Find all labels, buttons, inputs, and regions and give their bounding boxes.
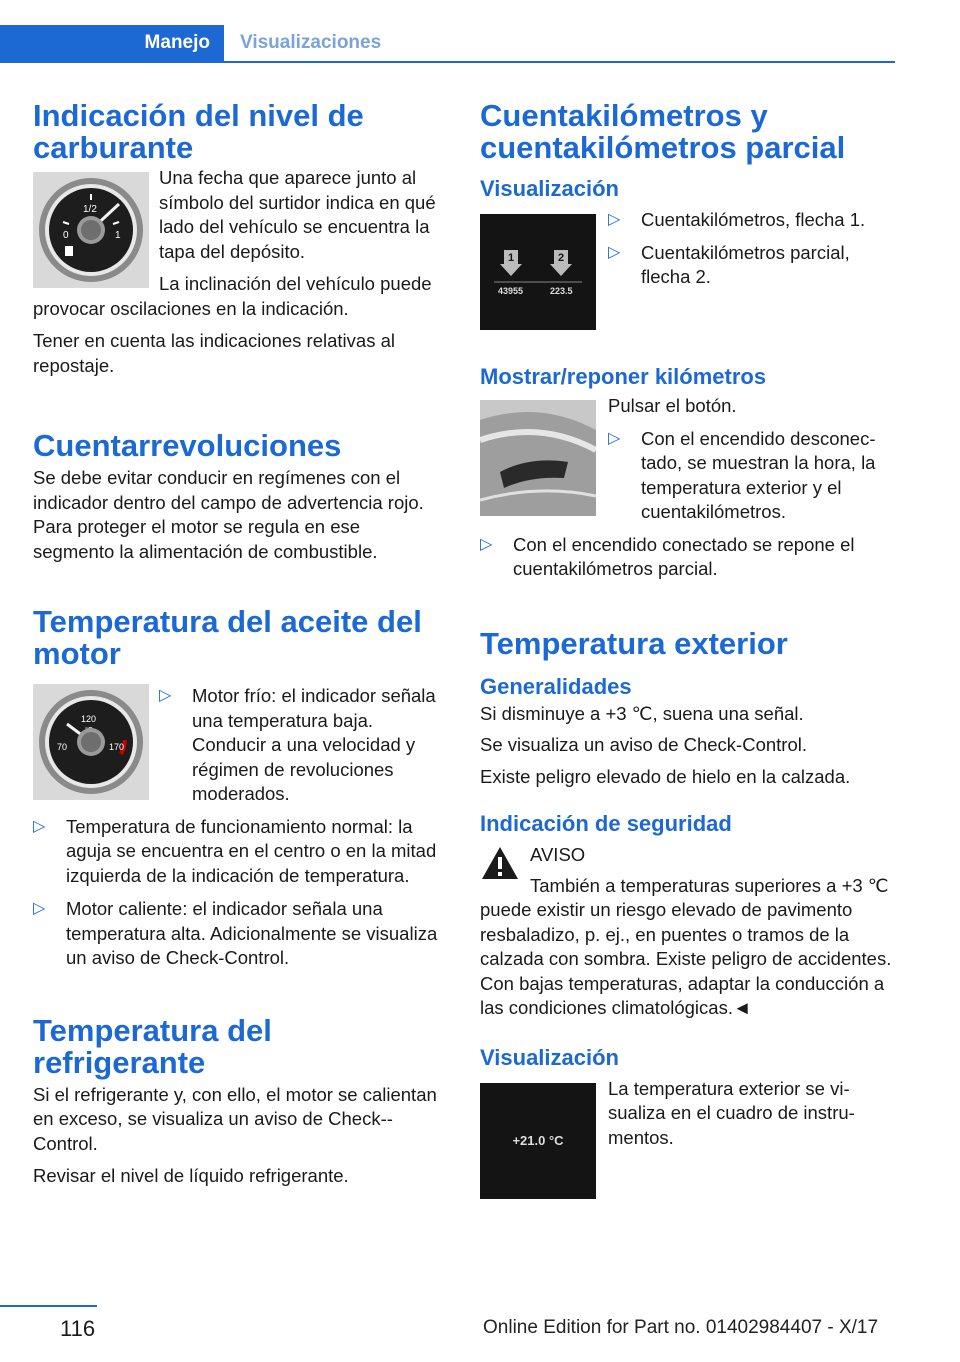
odo-value-1: 43955	[498, 286, 524, 296]
odo-sub: Visualización	[480, 176, 619, 201]
temp-sub-display: Visualización	[480, 1044, 619, 1070]
odo-value-2: 223.5	[550, 286, 573, 296]
fuel-text-2: La inclinación del vehículo puede provocar oscilaciones en la indicación.	[33, 273, 432, 319]
fuel-gauge-image	[33, 172, 149, 288]
right-column	[480, 100, 896, 1205]
tab-visualizaciones[interactable]: Visualizaciones	[240, 32, 382, 53]
oil-item-3: ▷ Motor caliente: el indicador señala una temperatura alta. Adicionalmente se visualiza un aviso de Check-Control.	[33, 897, 443, 971]
reset-item-2: ▷ Con el encendido conectado se repone el cuentakilómetros parcial.	[480, 533, 896, 582]
fuel-text-3: Tener en cuenta las indicaciones relativas al repostaje.	[33, 330, 395, 376]
footer-line	[0, 1305, 97, 1307]
oil-item-2: ▷ Temperatura de funcionamiento normal: la aguja se encuentra en el centro o en la mitad izquierda de la indicación de temperatura.	[33, 815, 443, 889]
temperature-display-image	[480, 1083, 596, 1199]
reset-button-image	[480, 400, 596, 516]
coolant-title: Temperatura del refrigerante	[33, 1012, 272, 1080]
warning-text: También a temperaturas superiores a +3 ℃ puede existir un riesgo elevado de pavimento resbaladizo, p. ej., en puentes o tramos de la calzada con sombra. Existe peligro de accidentes. Con bajas temperaturas, adaptar la conducción a las condiciones climatológicas.◄	[480, 874, 892, 1018]
odo-item-2: ▷ Cuentakilómetros parcial, flecha 2.	[608, 241, 896, 290]
page-number: 116	[60, 1316, 96, 1341]
temp-text-2: Se visualiza un aviso de Check-Control.	[480, 734, 807, 755]
rev-text: Se debe evitar conducir en regímenes con el indicador dentro del campo de advertencia rojo. Para proteger el motor se regula en ese segmento la alimentación de combustible.	[33, 467, 424, 562]
coolant-text-2: Revisar el nivel de líquido refrigerante.	[33, 1165, 349, 1186]
warning-icon	[480, 845, 520, 881]
warning-title: AVISO	[530, 844, 586, 865]
temp-text-3: Existe peligro elevado de hielo en la calzada.	[480, 765, 851, 787]
fuel-label-half: 1/2	[83, 204, 97, 215]
reset-list	[608, 427, 896, 525]
temp-sub-safety: Indicación de seguridad	[480, 811, 732, 836]
left-column	[33, 100, 443, 1189]
reset-text: Pulsar el botón.	[608, 395, 737, 416]
odo-arrow-1: 1	[508, 252, 515, 264]
fuel-title: Indicación del nivel de carburante	[33, 98, 364, 165]
oil-label-70: 70	[57, 742, 68, 752]
tab-manejo[interactable]: Manejo	[0, 25, 224, 61]
oil-title: Temperatura del aceite del motor	[33, 604, 422, 671]
temp-display-value: +21.0 °C	[512, 1132, 564, 1148]
odometer-display-image	[480, 214, 596, 330]
oil-item-1: ▷ Motor frío: el indicador señala una temperatura baja. Conducir a una velocidad y régimen de revoluciones moderados.	[159, 684, 443, 807]
oil-label-170: 170	[109, 742, 125, 752]
temp-text-1: Si disminuye a +3 ℃, suena una señal.	[480, 702, 804, 724]
fuel-text-1: Una fecha que aparece junto al símbolo del surtidor indica en qué lado del vehículo se encuentra la tapa del depósito.	[159, 167, 436, 262]
reset-list-2	[480, 533, 896, 582]
fuel-label-0: 0	[63, 230, 69, 241]
reset-item-1: ▷ Con el encendido desconectado, se muestran la hora, la temperatura exterior y el cuentakilómetros.	[608, 427, 896, 525]
temp-text-4: La temperatura exterior se visualiza en el cuadro de instrumentos.	[608, 1077, 855, 1148]
temp-title: Temperatura exterior	[480, 625, 788, 661]
odo-arrow-2: 2	[558, 252, 565, 264]
odo-list	[608, 208, 896, 290]
oil-list	[159, 684, 443, 807]
rev-title: Cuentarrevoluciones	[33, 428, 342, 463]
coolant-text-1: Si el refrigerante y, con ello, el motor se calientan en exceso, se visualiza un aviso de Check--Control.	[33, 1083, 437, 1154]
fuel-label-1: 1	[115, 230, 121, 241]
edition-text: Online Edition for Part no. 01402984407 - X/17	[483, 1317, 879, 1338]
oil-gauge-image	[33, 684, 149, 800]
oil-label-120: 120	[81, 714, 97, 724]
header-bar	[0, 25, 895, 63]
odo-title: Cuentakilómetros y cuentakilómetros parcial	[480, 98, 846, 165]
oil-list-2	[33, 815, 443, 971]
temp-sub-general: Generalidades	[480, 673, 632, 699]
reset-sub: Mostrar/reponer kilómetros	[480, 364, 767, 389]
odo-item-1: ▷ Cuentakilómetros, flecha 1.	[608, 208, 896, 233]
